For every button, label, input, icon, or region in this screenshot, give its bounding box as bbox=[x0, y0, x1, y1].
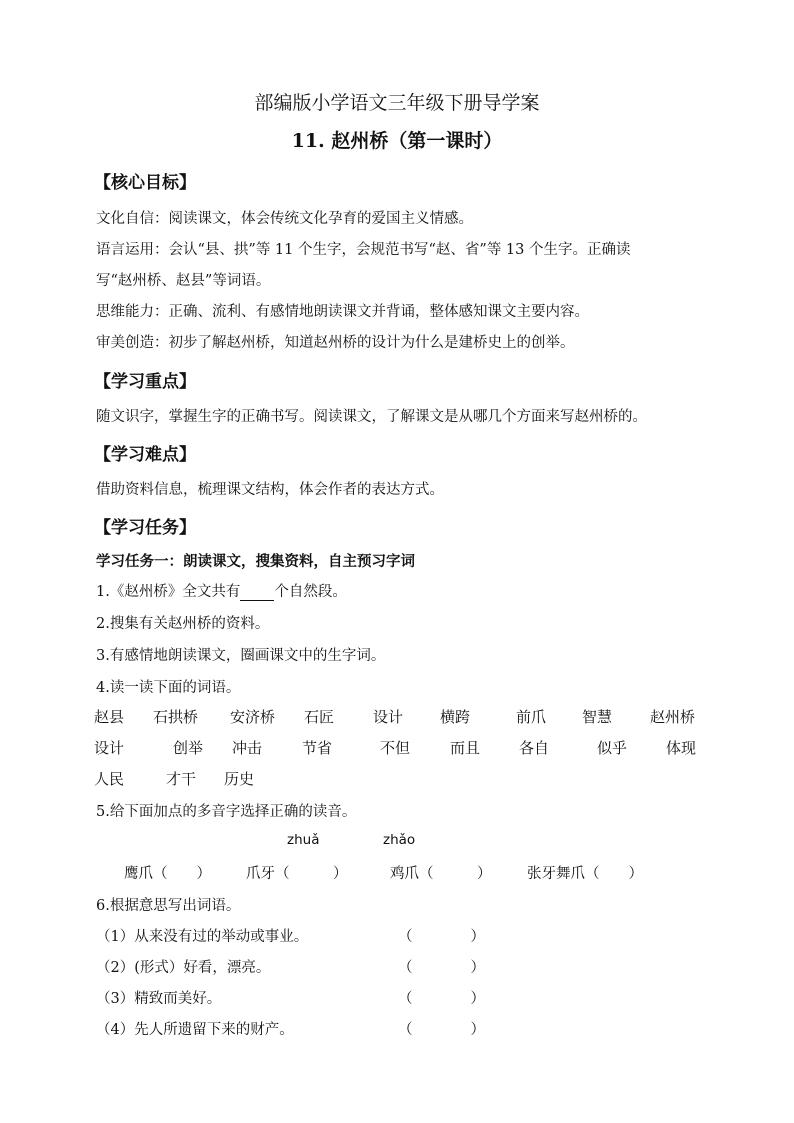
definition-item: （2）(形式）好看，漂亮。 bbox=[96, 960, 271, 976]
vocab-word: 历史 bbox=[224, 770, 255, 788]
polyphone-item[interactable]: 鹰爪（ ） bbox=[124, 866, 211, 882]
vocab-word: 智慧 bbox=[582, 708, 613, 726]
definition-item: （3）精致而美好。 bbox=[96, 991, 222, 1007]
definition-item: （4）先人所遗留下来的财产。 bbox=[96, 1022, 294, 1038]
goal-line: 审美创造：初步了解赵州桥，知道赵州桥的设计为什么是建桥史上的创举。 bbox=[96, 335, 575, 351]
question-1-prefix: 1.《赵州桥》全文共有 bbox=[96, 584, 241, 600]
goal-line: 文化自信：阅读课文，体会传统文化孕育的爱国主义情感。 bbox=[96, 211, 473, 227]
answer-paren[interactable]: （ ） bbox=[398, 960, 485, 976]
goal-line: 语言运用：会认“县、拱”等 11 个生字，会规范书写“赵、省”等 13 个生字。正确读 bbox=[96, 242, 631, 258]
core-goal-heading: 【核心目标】 bbox=[94, 173, 196, 193]
vocab-word: 人民 bbox=[94, 770, 125, 788]
vocab-word: 冲击 bbox=[232, 739, 263, 757]
vocab-word: 创举 bbox=[173, 739, 204, 757]
vocab-word: 各自 bbox=[519, 739, 550, 757]
task1-title: 学习任务一：朗读课文，搜集资料，自主预习字词 bbox=[96, 553, 415, 570]
vocab-word: 前爪 bbox=[516, 708, 547, 726]
question-5: 5.给下面加点的多音字选择正确的读音。 bbox=[96, 804, 357, 820]
pinyin-option: zhǎo bbox=[383, 832, 416, 848]
vocab-word: 设计 bbox=[94, 739, 125, 757]
question-3: 3.有感情地朗读课文，圈画课文中的生字词。 bbox=[96, 648, 386, 664]
lesson-subtitle: 11. 赵州桥（第一课时） bbox=[291, 130, 503, 152]
pinyin-option: zhuǎ bbox=[287, 832, 320, 848]
vocab-word: 才干 bbox=[166, 770, 197, 788]
answer-paren[interactable]: （ ） bbox=[398, 1022, 485, 1038]
question-1-suffix: 个自然段。 bbox=[274, 584, 347, 600]
page-title: 部编版小学语文三年级下册导学案 bbox=[254, 92, 540, 114]
vocab-word: 安济桥 bbox=[230, 708, 276, 726]
vocab-word: 石匠 bbox=[304, 708, 335, 726]
polyphone-item[interactable]: 鸡爪（ ） bbox=[390, 866, 492, 882]
difficulties-text: 借助资料信息，梳理课文结构，体会作者的表达方式。 bbox=[96, 482, 444, 498]
goal-line: 思维能力：正确、流利、有感情地朗读课文并背诵，整体感知课文主要内容。 bbox=[96, 304, 589, 320]
vocab-word: 石拱桥 bbox=[153, 708, 199, 726]
answer-paren[interactable]: （ ） bbox=[398, 991, 485, 1007]
answer-blank[interactable] bbox=[240, 586, 274, 601]
polyphone-item[interactable]: 张牙舞爪（ ） bbox=[527, 866, 643, 882]
vocab-word: 赵县 bbox=[94, 708, 125, 726]
goal-line: 写“赵州桥、赵县”等词语。 bbox=[96, 273, 271, 289]
tasks-heading: 【学习任务】 bbox=[94, 518, 196, 538]
question-4: 4.读一读下面的词语。 bbox=[96, 680, 241, 696]
vocab-word: 赵州桥 bbox=[650, 708, 696, 726]
vocab-word: 而且 bbox=[450, 739, 481, 757]
vocab-word: 不但 bbox=[380, 739, 411, 757]
vocab-word: 体现 bbox=[666, 739, 697, 757]
vocab-word: 横跨 bbox=[440, 708, 471, 726]
polyphone-item[interactable]: 爪牙（ ） bbox=[246, 866, 348, 882]
vocab-word: 设计 bbox=[373, 708, 404, 726]
question-6: 6.根据意思写出词语。 bbox=[96, 898, 241, 914]
vocab-word: 似乎 bbox=[597, 739, 628, 757]
definition-item: （1）从来没有过的举动或事业。 bbox=[96, 929, 309, 945]
key-points-heading: 【学习重点】 bbox=[94, 372, 196, 392]
question-2: 2.搜集有关赵州桥的资料。 bbox=[96, 616, 270, 632]
question-1 bbox=[96, 580, 347, 601]
vocab-word: 节省 bbox=[302, 739, 333, 757]
key-points-text: 随文识字，掌握生字的正确书写。阅读课文，了解课文是从哪几个方面来写赵州桥的。 bbox=[96, 409, 647, 425]
difficulties-heading: 【学习难点】 bbox=[94, 445, 196, 465]
answer-paren[interactable]: （ ） bbox=[398, 929, 485, 945]
